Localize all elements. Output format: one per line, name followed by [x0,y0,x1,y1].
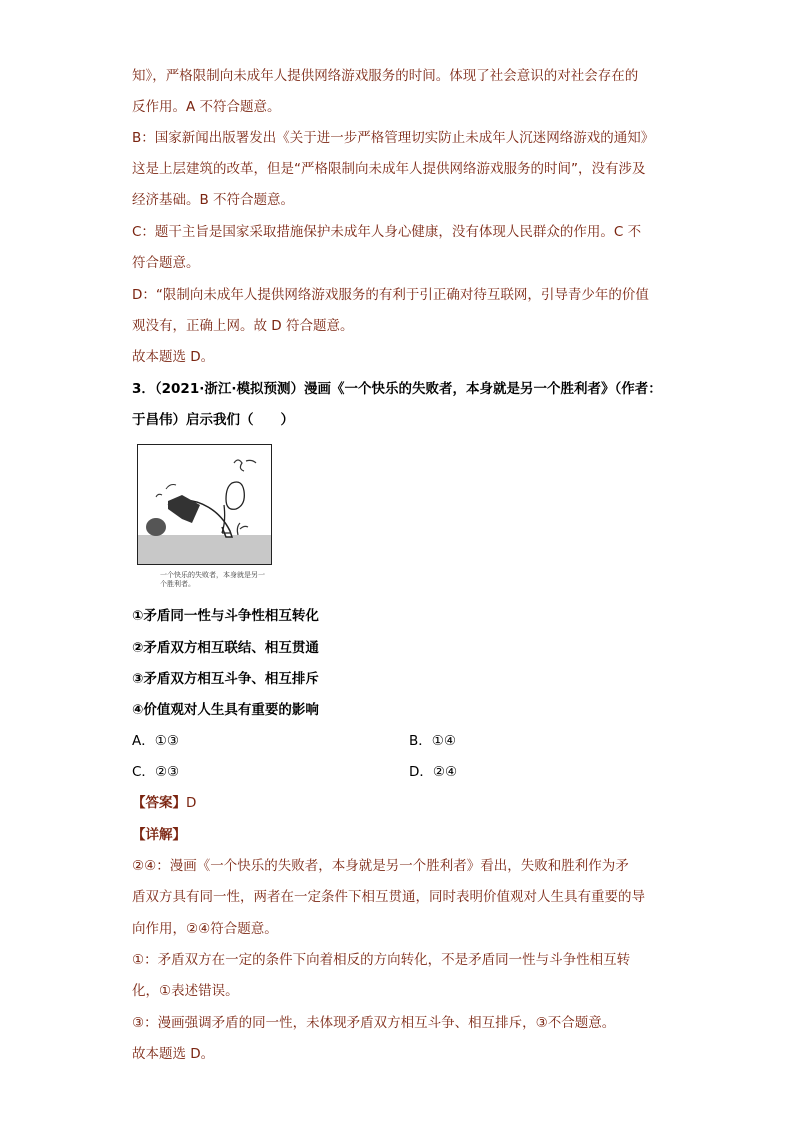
figure-head [226,482,244,509]
cartoon-caption: 一个快乐的失败者，本身就是另一个胜利者。 [160,571,265,588]
rock-icon [146,518,166,536]
option-value: ②③ [154,764,180,780]
option-b[interactable] [409,731,456,751]
option-label: B． [409,733,432,749]
option-d[interactable] [409,762,457,782]
explanation-line: 符合题意。 [132,255,200,271]
detail-line: ②④：漫画《一个快乐的失败者，本身就是另一个胜利者》看出，失败和胜利作为矛 [132,858,629,874]
detail-line: ①：矛盾双方在一定的条件下向着相反的方向转化，不是矛盾同一性与斗争性相互转 [132,952,631,968]
question-stem: 于昌伟）启示我们（ ） [132,412,294,428]
explanation-line: 观没有，正确上网。故 D 符合题意。 [132,318,354,334]
answer-value: D [186,795,197,811]
detail-tag: 【详解】 [132,827,186,843]
option-value: ②④ [432,764,458,780]
detail-line: ③：漫画强调矛盾的同一性，未体现矛盾双方相互斗争、相互排斥，③不合题意。 [132,1015,616,1031]
statement-item: ②矛盾双方相互联结、相互贯通 [132,640,319,656]
option-value: ①③ [154,733,179,749]
sprout-icon [237,523,248,535]
detail-line: 化，①表述错误。 [132,983,239,999]
explanation-line: D：“限制向未成年人提供网络游戏服务的有利于引正确对待互联网，引导青少年的价值 [132,287,649,303]
explanation-line: 反作用。A 不符合题意。 [132,99,281,115]
question-stem: 3．（2021·浙江·模拟预测）漫画《一个快乐的失败者，本身就是另一个胜利者》（作者： [132,381,662,397]
detail-line: 故本题选 D。 [132,1046,215,1062]
explanation-line: 故本题选 D。 [132,349,215,365]
figure-legs [168,495,200,523]
detail-line: 盾双方具有同一性，两者在一定条件下相互贯通，同时表明价值观对人生具有重要的导 [132,889,645,905]
statement-item: ④价值观对人生具有重要的影响 [132,702,319,718]
option-c[interactable] [132,762,179,782]
cartoon-image [137,444,272,565]
option-label: A． [132,733,155,749]
option-label: C． [132,764,155,780]
detail-line: 向作用，②④符合题意。 [132,921,278,937]
option-a[interactable] [132,731,179,751]
option-label: D． [409,764,433,780]
explanation-line: B：国家新闻出版署发出《关于进一步严格管理切实防止未成年人沉迷网络游戏的通知》 [132,130,655,146]
answer-line [132,793,196,813]
explanation-line: 经济基础。B 不符合题意。 [132,192,295,208]
motion-lines [234,460,256,471]
statement-item: ①矛盾同一性与斗争性相互转化 [132,608,319,624]
statement-item: ③矛盾双方相互斗争、相互排斥 [132,671,319,687]
cartoon-drawing [138,445,272,565]
answer-tag: 【答案】 [132,795,186,811]
explanation-line: C：题干主旨是国家采取措施保护未成年人身心健康，没有体现人民群众的作用。C 不 [132,224,642,240]
option-value: ①④ [431,733,456,749]
explanation-line: 这是上层建筑的改革，但是“严格限制向未成年人提供网络游戏服务的时间”，没有涉及 [132,161,646,177]
motion-lines [156,485,176,498]
ground [138,535,272,565]
explanation-line: 知》，严格限制向未成年人提供网络游戏服务的时间。体现了社会意识的对社会存在的 [132,68,639,84]
